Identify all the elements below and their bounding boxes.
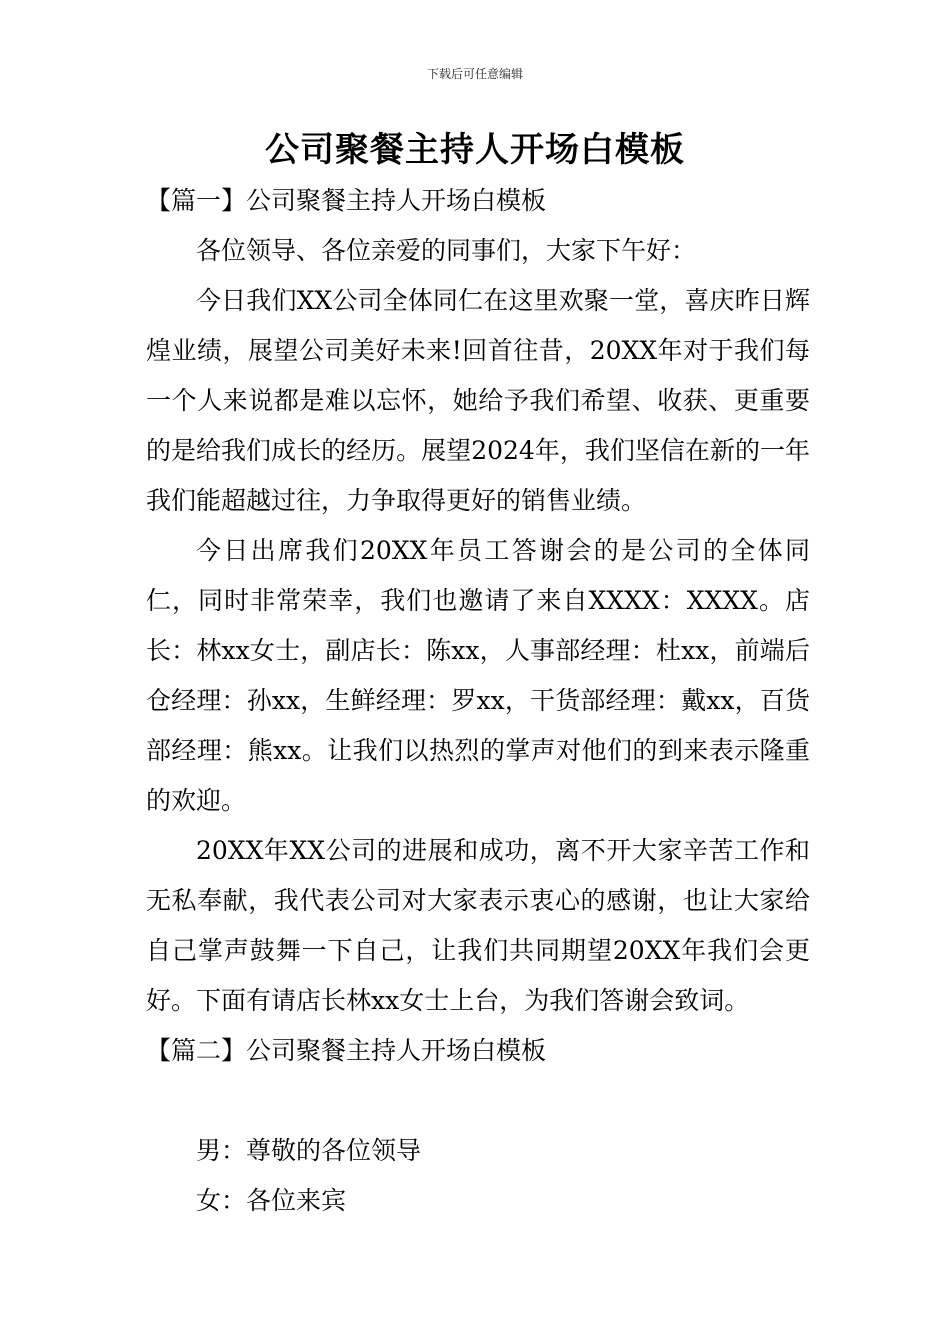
header-note: 下载后可任意编辑: [426, 67, 523, 81]
section-two-heading: 【篇二】公司聚餐主持人开场白模板: [146, 1036, 547, 1065]
dialog-line: 女：各位来宾: [196, 1186, 347, 1215]
greeting-paragraph: 各位领导、各位亲爱的同事们，大家下午好：: [196, 236, 697, 265]
body-paragraph: 今日出席我们20XX年员工答谢会的是公司的全体同仁，同时非常荣幸，我们也邀请了来自XXXX：XXXX。店长：林xx女士，副店长：陈xx，人事部经理：杜xx，前端后仓经理：孙xx，生鲜经理：罗xx，干货部经理：戴xx，百货部经理：熊xx。让我们以热烈的掌声对他们的到来表示隆重的欢迎。: [146, 536, 810, 815]
document-title: 公司聚餐主持人开场白模板: [265, 130, 685, 170]
blank-line: [146, 1076, 810, 1126]
body-paragraph: 今日我们XX公司全体同仁在这里欢聚一堂，喜庆昨日辉煌业绩，展望公司美好未来!回首往昔，20XX年对于我们每一个人来说都是难以忘怀，她给予我们希望、收获、更重要的是给我们成长的经历。展望2024年，我们坚信在新的一年我们能超越过往，力争取得更好的销售业绩。: [146, 286, 810, 515]
document-body: [146, 176, 810, 1226]
body-paragraph: 20XX年XX公司的进展和成功，离不开大家辛苦工作和无私奉献，我代表公司对大家表示衷心的感谢，也让大家给自己掌声鼓舞一下自己，让我们共同期望20XX年我们会更好。下面有请店长林xx女士上台，为我们答谢会致词。: [146, 836, 810, 1015]
dialog-line: 男：尊敬的各位领导: [196, 1136, 422, 1165]
section-one-heading: 【篇一】公司聚餐主持人开场白模板: [146, 186, 547, 215]
